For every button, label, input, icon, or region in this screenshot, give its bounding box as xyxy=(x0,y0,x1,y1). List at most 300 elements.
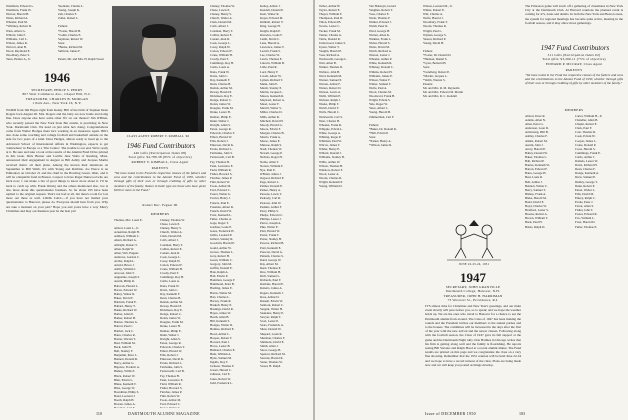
name-entry: Dean, Charles B. xyxy=(160,295,182,300)
class-1946-news-text: WORD from Jim Hayes right from Kenny Hill of the birth of Stephen Dean Rogers born August 26. Mrs. Rogers and the baby are now home and doing fine. Does anyone else have some other 'ifs' on our theater? Jim O'Brien, who recently passed the New York State Bar exams, is practising in New York. Dartmouth Club. We need on just what he's doing. Congratulations come from Walter Hodges there he's working in an insurance agent. Bill's also done some coaching and college football and basketball outside on the side for two years of a kind. Dave Hedges, almost ready to head up to the Advanced School of International Affairs in Washington, expects to get 'somewhere' in Europe or a 'War Centre'. The trouble is our end. We're ready at it. Be sure and take a look at the results of the Alumni Fund Drive printed in this issue. Dick Burner and Lucille Jane Watts of Reading, Mass. announced their engagement in August as Bill Ashby and Jacques Martin received theirs: all their plans. Among the known their intentions on September to Bill Webb. It's with Young and Robbins. Joe Pierce is an Edmonton on October 21 and the chief in the Bowling Green. Ohio, and it will be a Republic fund in Boston. I expect to have Roger Dunwood who are back now; I can make a list of good things to know more about it. I'll be back to catch up with. Frank Ottwig and the others mentioned also. Joe is also more about this questionnaire business. So far about 195 have been replied to the original request. That's not bad at all, but there's room for lots more out there as well. LOOK CALL—if you have not mailed your questionnaire to Hanover, please do. Everyone should hear from you. Why not take a moment on your part? Hope you and yours have a very Merry Christmas and may our Reunion year be the best yet! xyxy=(6,108,108,213)
name-entry: Haskell, Henry P. xyxy=(210,302,232,307)
fund-1947-total: Total gifts: $3,266.11 (75% of objective) xyxy=(542,57,606,62)
members-1946-col-b xyxy=(160,218,208,408)
name-entry: Vose, Richard A. xyxy=(319,53,340,58)
name-entry: Foster, Walter G. xyxy=(210,192,232,197)
name-entry: Edwards, Charles T. xyxy=(210,130,235,135)
name-entry: Winslow, Robert F. xyxy=(319,167,343,172)
name-entry: Fathers: xyxy=(58,24,68,29)
name-entry: Fisher, Howard S. xyxy=(160,385,183,390)
name-entry: Wood, Raymond E. xyxy=(6,49,31,54)
name-entry: Wilson, Thomas H. xyxy=(319,163,344,168)
name-entry: Wolfe, Harold J. xyxy=(423,16,444,21)
name-entry: Dunn, Walter J. xyxy=(160,332,180,337)
name-entry: Cheney, Henry S. xyxy=(210,12,232,17)
name-entry: Hubbard, Charles E. xyxy=(210,347,236,352)
members-1946-col-c xyxy=(210,4,258,408)
members-right-col1 xyxy=(319,4,367,408)
members-heading-1947: MEMBERS xyxy=(564,108,584,112)
name-entry: Pratt, Kenneth E. xyxy=(260,245,282,250)
name-entry: Gould, Arthur W. xyxy=(210,245,232,250)
secretary-1946-address: 807 West Commerce Ave., Chapel Hill, N.C. xyxy=(22,92,92,97)
name-entry: Corey, Ralph W. xyxy=(210,44,231,49)
name-entry: Fathers: xyxy=(423,49,433,54)
name-entry: Sons: xyxy=(423,65,430,70)
name-entry: Chapin, Robert E. xyxy=(575,122,598,127)
treasurer-1946-address: 1 Park Ave., New York 16, N.Y. xyxy=(32,101,82,106)
name-entry: Jackson, Thomas F. xyxy=(210,364,235,369)
name-entry: Farnsworth, Carl B. xyxy=(210,155,235,160)
name-entry: King, George H. xyxy=(260,24,281,29)
name-entry: Brown, William T. xyxy=(525,216,549,221)
name-entry: Norton, William F. xyxy=(260,163,284,168)
name-entry: Webster, Ralph J. xyxy=(319,98,341,103)
name-entry: Barker, Robert B. xyxy=(114,316,136,321)
name-entry: Corey, Ralph W. xyxy=(160,258,181,263)
name-entry: Fisher, John T. xyxy=(575,208,594,213)
name-entry: Cummings, Roy H. xyxy=(210,61,235,66)
name-entry: Dana, Frank W. xyxy=(210,69,230,74)
name-entry: Hayes, James W. xyxy=(210,311,231,316)
name-entry: Austin, Philip R. xyxy=(114,279,135,284)
name-entry: Wallace, John H. xyxy=(319,69,341,74)
fund-contributors-1946-heading: 1946 Fund Contributors xyxy=(126,142,196,150)
name-entry: Vaughan, Robert T. xyxy=(369,8,393,13)
name-entry: Barrett, Paul C. xyxy=(114,324,134,329)
members-right-col2 xyxy=(369,4,421,408)
name-entry: Pike, Walter E. xyxy=(260,225,279,230)
name-entry: Boyd, Charles W. xyxy=(525,204,547,209)
name-entry: Dean, Charles B. xyxy=(210,81,232,86)
name-entry: Harvey, Frank R. xyxy=(210,298,232,303)
name-entry: Zeh, Charles F. xyxy=(58,12,77,17)
name-entry: Putnam, Charles S. xyxy=(260,253,284,258)
name-entry: Mr. and Mrs. Edward M. Martin xyxy=(423,89,464,94)
name-entry: Fay, Thomas H. xyxy=(210,159,230,164)
name-entry: Dickinson, Ray E. xyxy=(160,308,183,313)
name-entry: Warner, Samuel P. xyxy=(319,77,342,82)
name-entry: Douglas, Frank M. xyxy=(160,320,184,325)
name-entry: Williams, Carl L. xyxy=(6,36,28,41)
name-entry: Chase, Lewis P. xyxy=(160,222,180,227)
parents-note-1946: "We have noted in the Fund the respective classes of the fathers and sons and the contributions to the Alumni Fund of 1950, whether through gifts of their own or through crediting of gifts by other members of the family. Names in italic type are those who have given $100 or more to the Fund." xyxy=(114,171,206,192)
name-entry xyxy=(160,406,208,408)
name-entry: Coleman, Harry T. xyxy=(160,242,184,247)
name-entry: Morse, James E. xyxy=(260,139,281,144)
name-entry: Dean, Charles F. xyxy=(575,167,596,172)
name-entry: Roberts, James A. xyxy=(260,286,283,291)
name-entry: Richards, Paul F. xyxy=(260,278,282,283)
name-entry: Lord, Henry F. xyxy=(260,69,279,74)
name-entry: Weston, Lester J. xyxy=(369,53,391,58)
name-entry: Barnes, Kenneth W. xyxy=(525,163,550,168)
name-entry: Shepard, Louis R. xyxy=(260,331,283,336)
name-entry: Ballard, Henry T. xyxy=(114,303,136,308)
name-entry: Weber, Harold S. xyxy=(369,40,391,45)
name-entry: Yeaton, Richard P. xyxy=(423,36,446,41)
name-entry: Fisher, Howard S. xyxy=(210,171,233,176)
name-entry: Martin, Jacques L. xyxy=(260,89,284,94)
name-entry: *Lyon, Bernard H. xyxy=(423,61,447,66)
name-entry: Allen, Peter G. xyxy=(525,122,544,127)
name-entry: *Foster, Harold B. xyxy=(58,28,81,33)
name-entry: Page, Robert L. xyxy=(260,180,280,185)
secretary-1947-address: Dartmouth College, Hanover, N.H. xyxy=(445,289,500,294)
name-entry: Robbins, Harold E. xyxy=(260,282,284,287)
name-entry: Dunbar, Philip E. xyxy=(160,328,182,333)
name-entry: Hunt, William A. xyxy=(210,351,232,356)
name-entry: Banks, Richard W. xyxy=(114,308,138,313)
name-entry: Baker, Thomas L. xyxy=(525,154,548,159)
name-entry: Ball, Richard P. xyxy=(525,159,545,164)
name-entry: Wyman, George S. xyxy=(423,32,447,37)
name-entry: Holmes, Richard E. xyxy=(210,327,235,332)
name-entry: Moore, Edwin F. xyxy=(260,126,281,131)
name-entry: Farrar, Allen S. xyxy=(575,204,594,209)
name-entry: Yates, Albert L. xyxy=(369,106,389,111)
name-entry: Lee, Charles W. xyxy=(260,53,280,58)
name-entry: Simmons, David E. xyxy=(260,339,285,344)
name-entry: Sons: xyxy=(58,40,65,45)
name-entry: Curtis, Arthur J. xyxy=(575,154,595,159)
name-entry: Gregory, John M. xyxy=(210,261,232,266)
name-entry: Johnson, Carl E. xyxy=(210,372,231,377)
name-entry: White, George A. xyxy=(319,130,341,135)
name-entry: Ford, Edward C. xyxy=(210,188,231,193)
name-entry: Platt, Harold W. xyxy=(260,229,280,234)
name-entry: Green, William C. xyxy=(210,257,233,262)
name-entry: Pearson, John W. xyxy=(260,200,282,205)
name-entry: *Webb, Warren S. xyxy=(423,77,446,82)
name-entry: Fairbanks, John S. xyxy=(160,365,183,370)
name-entry: Baldwin, Frank E. xyxy=(114,299,137,304)
name-entry: Mason, Kenneth R. xyxy=(260,94,285,99)
name-entry: Gage, Roger T. xyxy=(210,220,229,225)
name-entry: Cook, George L. xyxy=(210,40,231,45)
name-entry: Parent, Mr. and Mrs. H. Ralph Sweet xyxy=(58,57,104,62)
name-entry: Wells, Harold C. xyxy=(319,110,340,115)
name-entry: Wolcott, Alan B. xyxy=(6,44,27,49)
name-entry: Williams, James E. xyxy=(369,73,393,78)
name-entry: Perry, Philip S. xyxy=(260,208,279,213)
name-entry: Shaw, Donald W. xyxy=(260,327,282,332)
name-entry: Bates, George H. xyxy=(525,171,547,176)
name-entry: Woodbury, Frank T. xyxy=(423,20,448,25)
name-entry: Powers, Richard B. xyxy=(260,241,285,246)
name-entry: Ashby, William J. xyxy=(114,267,137,272)
name-entry: Porter, Frank T. xyxy=(260,233,280,238)
name-entry: Walsh, Peter R. xyxy=(369,24,389,29)
name-entry: Bradford, Lester S. xyxy=(525,208,549,213)
name-entry: Freeman, Albert R. xyxy=(210,204,234,209)
name-entry: Rich, Samuel L. xyxy=(260,274,281,279)
name-entry: Barber, Allan P. xyxy=(114,312,134,317)
name-entry: Cross, Harold S. xyxy=(575,146,596,151)
name-entry: Drake, Lester H. xyxy=(210,110,231,115)
name-entry: Walker, Edward J. xyxy=(369,20,392,25)
name-entry: Day, Kenneth F. xyxy=(210,77,230,82)
members-heading-1946: MEMBERS xyxy=(150,212,170,216)
name-entry: Ward, George H. xyxy=(369,28,390,33)
name-entry: Gibbs, Leonard P. xyxy=(210,233,233,238)
name-entry: Bliss, George W. xyxy=(114,385,135,390)
name-entry: Crosby, Paul T. xyxy=(210,57,229,62)
name-entry: Wilson, Leonard M., Jr. xyxy=(423,4,453,8)
name-entry: Evans, Richard L. xyxy=(160,361,183,366)
name-entry: *Lamb, Charles E. xyxy=(58,32,82,37)
name-entry: Keyes, Edward M. xyxy=(260,16,284,21)
name-entry: Bishop, Willis E. xyxy=(114,369,136,374)
name-entry: *Martin, Jacques L. xyxy=(423,73,448,78)
name-entry: Baxter, Warren T. xyxy=(114,336,136,341)
name-entry: Fletcher, James P. xyxy=(160,389,183,394)
name-entry: *Parker, Henry A. xyxy=(369,139,392,144)
name-entry: Cotton, Edward F. xyxy=(210,49,233,54)
fund-summary-1946 xyxy=(114,151,206,164)
name-entry: Flint, Robert W. xyxy=(160,394,180,399)
treasurer-1946-name: TREASURER, CHARLES B. MORGAN xyxy=(25,96,89,101)
name-entry: Woods, Thomas R. xyxy=(423,24,447,29)
cartoon-caption: JUNE 22-23-24, 1951 xyxy=(458,262,490,266)
name-entry: Carter, William H., Jr. xyxy=(575,114,603,118)
name-entry: Witt, Charles A. xyxy=(423,12,443,17)
name-entry: Talbot, Arthur H. xyxy=(319,4,341,8)
name-entry: Wait, Allen B. xyxy=(319,61,337,66)
name-entry: Whipple, Edwin L. xyxy=(319,126,343,131)
name-entry: Atwood, John T. xyxy=(114,271,135,276)
name-entry: Andrews, Gordon C. xyxy=(114,254,140,259)
name-entry: Heath, Allen B. xyxy=(210,315,230,320)
name-entry: Russell, Edwin W. xyxy=(260,298,283,303)
name-entry: Waters, Robert D. xyxy=(319,85,342,90)
name-entry: Barnes, Thomas G. xyxy=(114,320,138,325)
name-entry: Clark, Donald M. xyxy=(210,20,232,25)
name-entry: Adams, Allen N. xyxy=(525,118,546,123)
name-entry: Weiss, Richard A. xyxy=(6,16,29,21)
name-entry: Emerson, David K. xyxy=(210,143,234,148)
name-entry: Wilson, James R. xyxy=(6,40,28,45)
name-entry: Dodge, Robert C. xyxy=(210,98,232,103)
name-entry: Bell, Stanley F. xyxy=(114,349,134,353)
name-entry: Van Holsteyn, Gerard xyxy=(369,4,396,8)
name-entry: Blair, Edwin L. xyxy=(114,377,134,382)
name-entry: Abbott, Dave R. xyxy=(525,114,546,118)
name-entry: Bartlett, Jack C. xyxy=(114,328,134,333)
name-entry: Walker, Thomas R. xyxy=(319,65,343,70)
name-entry: Elliott, Harold W. xyxy=(210,135,232,139)
treasurer-1947-name: TREASURER, JOHN H. HARRIMAN xyxy=(443,293,503,298)
name-entry: Wright, Kenneth P. xyxy=(319,180,343,185)
name-entry: Saunders, Henry E. xyxy=(260,311,285,316)
name-entry: Willard, Donald J. xyxy=(319,151,342,156)
name-entry: Bates, Charles R. xyxy=(114,332,136,337)
name-entry: Field, William R. xyxy=(160,381,182,386)
right-page xyxy=(315,0,628,420)
name-entry: Pierce, Joseph A. xyxy=(260,220,282,225)
name-entry: Benjamin, Peter L. xyxy=(114,353,138,358)
name-entry: Chaney, Thomas W. xyxy=(210,4,235,8)
name-entry: Cotton, Edward F. xyxy=(160,263,183,268)
name-entry: Howe, Lester B. xyxy=(210,343,231,348)
name-entry: Cook, Edwin W. xyxy=(575,134,596,139)
name-entry: Watson, Lewis A. xyxy=(319,89,341,94)
treasurer-1947-address: 73 Westcott St., Providence, R.I. xyxy=(447,298,499,303)
name-entry: Bailey, Walter R. xyxy=(114,291,136,296)
name-entry: Lawrence, James T. xyxy=(260,44,285,49)
name-entry: Chandler, Allen B. xyxy=(575,118,599,123)
name-entry: Evans, Richard L. xyxy=(210,147,233,152)
name-entry: *Lundberg, Robert E. xyxy=(423,69,450,74)
name-entry: Weaver, Harold H. xyxy=(6,12,30,17)
name-entry: Addison, William C. xyxy=(114,234,140,239)
name-entry: Arnold, Bruce J. xyxy=(114,263,135,268)
name-entry: Thomas, Mrs. Louis E. xyxy=(114,218,143,222)
name-entry: Ross, Arthur D. xyxy=(260,294,280,299)
name-entry: Morris, Frank A. xyxy=(260,135,281,139)
name-entry: Scott, Lester P. xyxy=(260,319,279,324)
name-entry: Merrill, Walter S. xyxy=(260,106,282,111)
name-entry: Abbott, Louis L., Jr. xyxy=(114,226,140,231)
name-entry: Gray, Robert H. xyxy=(210,253,230,258)
name-entry: Davis, Richard H. xyxy=(575,163,598,168)
fund-summary-1947 xyxy=(525,53,623,66)
name-entry: Dewey, Harold P. xyxy=(210,89,232,94)
name-entry: Chase, Lewis P. xyxy=(210,8,230,13)
name-entry: Crane, Donald P. xyxy=(575,142,596,147)
princeton-game-note: The Princeton game will touch off a gathering of classmates in New York City at the Dartmouth Club. At Harvard reunions the planned event is coming for 47s, dates and details. In both the New York and Boston areas, the system for regional meetings has become quite active, meeting in the football season, and it may allow more gatherings. xyxy=(525,4,623,25)
name-entry: Perkins, Arthur F. xyxy=(260,204,282,209)
name-entry: Flint, Robert W. xyxy=(210,180,230,185)
name-entry: Allen, Wm. Eugene xyxy=(114,250,139,255)
name-entry: Wheeler, Arthur P. xyxy=(369,57,392,62)
name-entry: Conant, Alan R. xyxy=(210,36,230,41)
name-entry: Mr. and Mrs. R. C. Kendall xyxy=(423,94,457,99)
name-entry: Crane, William H. xyxy=(160,267,183,272)
name-entry: Ellis, David M. xyxy=(575,191,595,196)
year-heading-1946: 1946 xyxy=(44,70,70,85)
name-entry: Bond, David E. xyxy=(525,199,545,204)
parents-heading-1946: PARENTS xyxy=(151,166,169,170)
name-entry: Dwight, Allen S. xyxy=(210,122,231,127)
name-entry: Cole, Thomas R. xyxy=(575,130,596,135)
name-entry: Edwards, Charles T. xyxy=(160,344,185,349)
name-entry: Bigelow, Frederic A. xyxy=(114,365,140,370)
name-entry: Gates, Frederick H. xyxy=(210,229,235,234)
name-entry: Whitney, Donald C. xyxy=(369,65,394,70)
name-entry: Marsh, Stanley P. xyxy=(260,85,282,90)
name-entry: Wood, Charles M. xyxy=(369,89,392,94)
name-entry: Barton, Edward F. xyxy=(525,167,548,172)
name-entry: *Whitney, Robert D. xyxy=(6,24,32,29)
name-entry: Phillips, Lester J. xyxy=(260,216,282,221)
name-entry: Sawyer, Ralph T. xyxy=(260,315,282,320)
left-page xyxy=(0,0,313,420)
name-entry: Wentworth, Carl S. xyxy=(319,114,343,119)
name-entry: Clark, Paul F. xyxy=(575,126,592,131)
name-entry: Griffin, Donald E. xyxy=(210,266,233,270)
name-entry: Wilkins, Robert H. xyxy=(369,69,393,74)
name-entry: Kelley, Arthur J. xyxy=(260,4,281,8)
name-entry: Woodward, Frank H. xyxy=(369,94,396,99)
parents-note-1947: "We have noted in the Fund the respective classes of the fathers and sons and the contributions to the Alumni Fund of 1950, whether through gifts of their own or through crediting of gifts by other members of the family." xyxy=(525,73,623,86)
name-entry: Babcock, Harold L. xyxy=(114,283,139,288)
name-entry: Hooper, Robert T. xyxy=(210,335,233,340)
name-entry: Hill, Kenneth S. xyxy=(210,319,231,324)
name-entry: Cobb, Albert J. xyxy=(160,238,179,243)
name-entry: Lamb, David C. xyxy=(260,36,280,41)
name-entry: Fox, William L. xyxy=(575,216,595,221)
name-entry: Drake, Lester H. xyxy=(160,324,181,329)
name-entry: Tuttle, Donald R. xyxy=(319,36,341,41)
name-entry: Blake, Harold M. xyxy=(525,195,547,200)
name-entry: Dunn, Walter J. xyxy=(210,118,230,123)
name-entry: Chaney, Thomas W. xyxy=(160,218,185,222)
name-entry: Munroe, Ralph S. xyxy=(260,143,282,148)
name-entry: Cooper, James L. xyxy=(575,138,597,143)
name-entry: Wade, Thomas F. xyxy=(369,16,391,21)
name-entry: Bailey, Donald W. xyxy=(525,150,548,155)
class-1945-names-col1 xyxy=(6,4,56,61)
name-entry: Young, Joseph K. xyxy=(58,8,80,13)
name-entry: Maynard, Robert A. xyxy=(260,98,285,103)
name-entry: Welch, Richard A. xyxy=(369,49,392,54)
magazine-title-footer: DARTMOUTH ALUMNI MAGAZINE xyxy=(128,411,200,416)
name-entry: Lovell, Albert W. xyxy=(260,73,282,78)
name-entry: Graves, Thomas L. xyxy=(210,249,234,254)
name-entry: Austin, John J. xyxy=(525,142,544,147)
name-entry: Fuller, Charles A. xyxy=(210,216,232,221)
name-entry: Zoller, Robert L. xyxy=(58,16,79,21)
name-entry: Mills, Arthur R. xyxy=(260,114,280,119)
name-entry: Curtis, Louis A. xyxy=(210,65,230,70)
name-entry: Woods, Charles R. xyxy=(319,175,343,180)
name-entry: Dolan, James W. xyxy=(210,102,231,107)
name-entry: Ahern, Richard A. xyxy=(114,238,137,243)
name-entry: Yeomans, Charles L. xyxy=(58,4,84,8)
name-entry: Taylor, Robert E. xyxy=(319,8,341,13)
name-entry: Davis, John C. xyxy=(210,73,229,78)
name-entry: Farnsworth, Carl B. xyxy=(160,369,185,374)
name-entry: Cummings, Roy H. xyxy=(160,275,185,280)
name-entry: Winter, Robert E. xyxy=(423,8,445,13)
name-entry: Fowler, Henry J. xyxy=(210,196,231,201)
name-entry: Sullivan, James F. xyxy=(58,49,81,54)
name-entry: Berry, Arthur G. xyxy=(114,361,135,366)
name-entry: Nash, Thomas W. xyxy=(260,147,282,152)
name-entry: Ellis, Robert J. xyxy=(210,139,229,144)
name-entry: Wood, Lester A. xyxy=(319,171,340,176)
name-entry: Vose, Charles E. xyxy=(369,12,390,17)
name-entry: Young, William D. xyxy=(319,184,343,189)
name-entry: Armstrong, Phil B. xyxy=(525,130,549,135)
name-entry: Gardner, Louis E. xyxy=(210,225,233,230)
name-entry: Hastings, David R. xyxy=(210,306,234,311)
name-entry: Dennis, Arthur M. xyxy=(210,85,233,90)
name-entry: Zimmerman, Carl F. xyxy=(369,114,395,119)
name-entry: Burns, Ralph D. xyxy=(525,224,546,229)
reunion-cartoon-illustration xyxy=(443,218,505,262)
name-entry: Albright, Robert T. xyxy=(114,242,138,247)
parents-heading-1947: PARENTS xyxy=(565,68,583,72)
name-entry: Curtis, Louis A. xyxy=(160,279,180,284)
name-entry: Daniels, Lester W. xyxy=(575,159,598,164)
name-entry: Phelps, Edward C. xyxy=(260,212,284,217)
name-entry: Yale, Roger W. xyxy=(369,102,388,107)
name-entry: Sanborn, Robert C. xyxy=(260,302,284,307)
name-entry: Coleman, Harry T. xyxy=(210,28,234,33)
name-entry: Eaton, Walter L. xyxy=(575,187,596,192)
name-entry: Brooks, Robert A. xyxy=(525,212,548,217)
